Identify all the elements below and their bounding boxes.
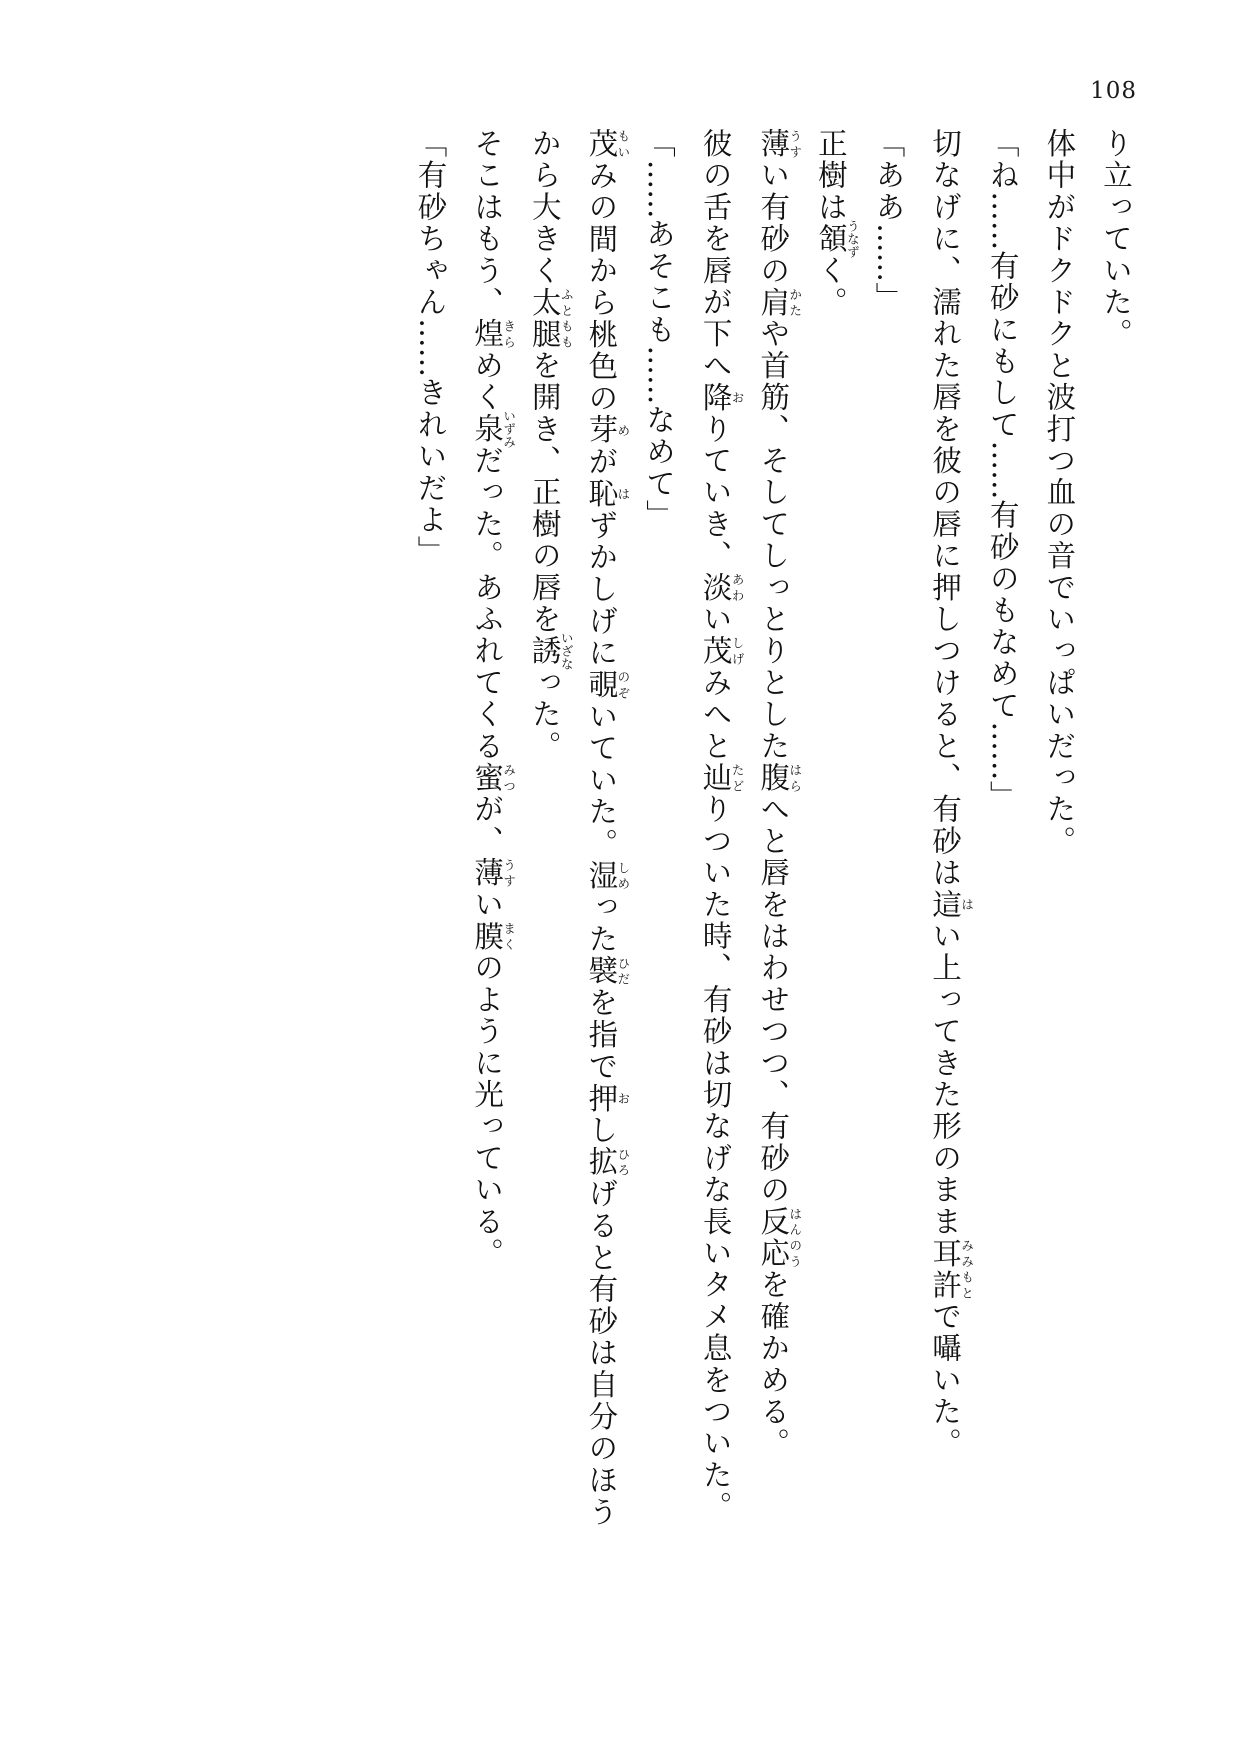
paragraph-1: り立っていた。 [1099,128,1133,350]
paragraph-10: 茂もいみの間から桃色の芽めが恥はずかしげに覗のぞいていた。湿しめった襞ひだを指で押おし拡ひろげると有砂は自分のほうから大きく太腿ふとももを開き、正樹の唇を誘いざなった。 [527,128,631,1529]
paragraph-5: 「ああ……」 [871,128,906,314]
paragraph-7: 薄うすい有砂の肩かたや首筋、そしてしっとりとした腹はらへと唇をはわせつつ、有砂の反応はんのうを確かめる。 [756,128,803,1460]
paragraph-9: 「……あそこも……なめて」 [642,128,676,532]
paragraph-11: そこはもう、煌きらめく泉いずみだった。あふれてくる蜜みつが、薄うすい膜まくのように光っている。 [470,128,517,1270]
paragraph-2: 体中がドクドクと波打つ血の音でいっぱいだった。 [1042,128,1077,858]
paragraph-6: 正樹は頷うなずく。 [813,128,861,319]
body-text-block [264,128,1144,1528]
paragraph-12: 「有砂ちゃん……きれいだよ」 [413,128,448,568]
page-number: 108 [1090,78,1137,104]
paragraph-4: 切なげに、濡れた唇を彼の唇に押しつけると、有砂は這はい上ってきた形のまま耳許みみもとで囁いた。 [928,128,975,1460]
paragraph-8: 彼の舌を唇が下へ降おりていき、淡あわい茂しげみへと辿たどりついた時、有砂は切なげな長いタメ息をついた。 [698,128,746,1523]
paragraph-3: 「ね……有砂にもして……有砂のもなめて……」 [985,128,1020,813]
